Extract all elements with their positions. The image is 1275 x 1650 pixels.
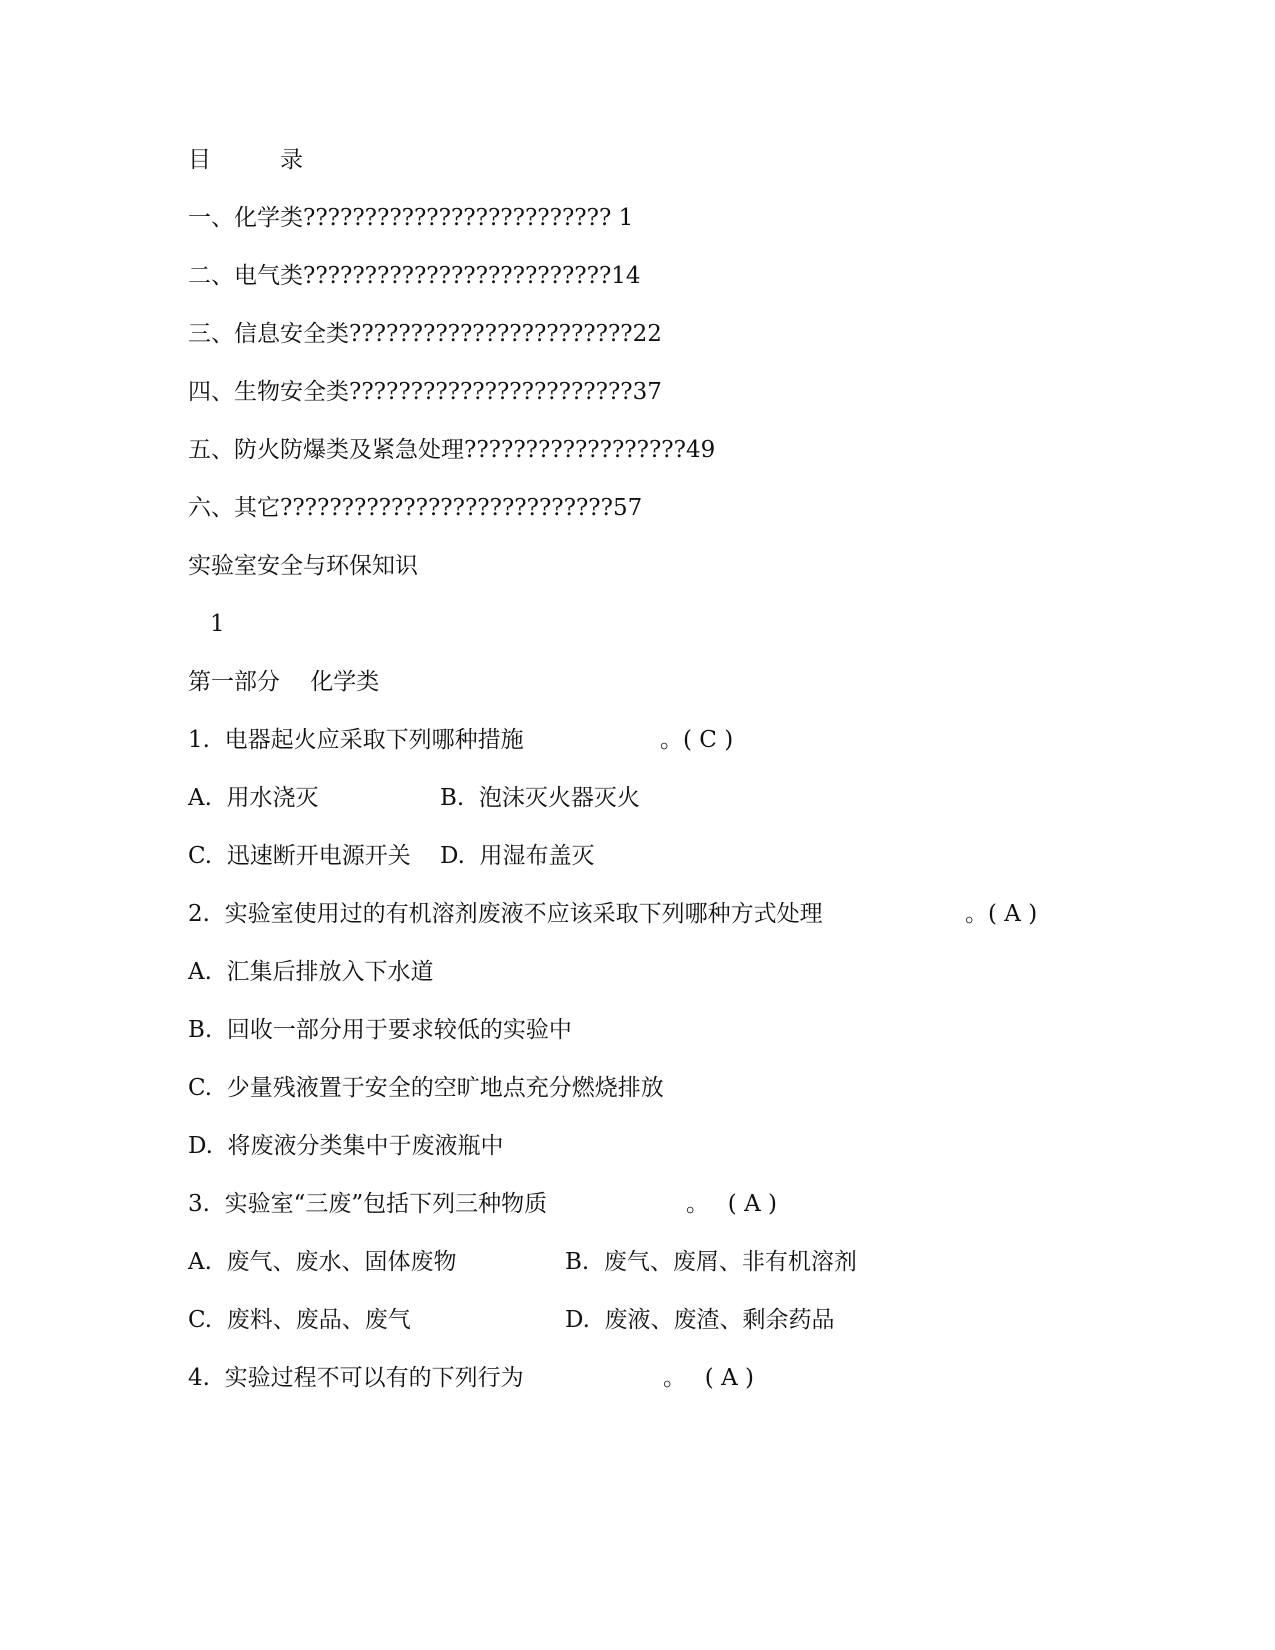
toc-item[interactable]: 六、其它???????????????????????????57 — [188, 495, 643, 521]
option: A. 废气、废水、固体废物 — [188, 1249, 457, 1275]
toc-item[interactable]: 四、生物安全类???????????????????????37 — [188, 379, 662, 405]
option: B. 回收一部分用于要求较低的实验中 — [188, 1017, 572, 1043]
question-answer: 。( C ) — [660, 727, 734, 753]
option: C. 少量残液置于安全的空旷地点充分燃烧排放 — [188, 1075, 664, 1101]
option: B. 废气、废屑、非有机溶剂 — [565, 1249, 857, 1275]
question-answer: 。( A ) — [965, 901, 1038, 927]
toc-heading: 目 录 — [188, 147, 303, 173]
toc-item[interactable]: 五、防火防爆类及紧急处理??????????????????49 — [188, 437, 716, 463]
toc-item[interactable]: 三、信息安全类???????????????????????22 — [188, 321, 662, 347]
option: C. 废料、废品、废气 — [188, 1307, 411, 1333]
option: B. 泡沫灭火器灭火 — [440, 785, 640, 811]
option: A. 用水浇灭 — [188, 785, 319, 811]
part-title: 第一部分 化学类 — [188, 669, 380, 695]
option: A. 汇集后排放入下水道 — [188, 959, 434, 985]
toc-item[interactable]: 二、电气类?????????????????????????14 — [188, 263, 641, 289]
toc-item[interactable]: 一、化学类????????????????????????? 1 — [188, 205, 634, 231]
document-title: 实验室安全与环保知识 — [188, 553, 418, 579]
question-answer: 。 ( A ) — [663, 1365, 754, 1391]
question-stem: 3. 实验室“三废”包括下列三种物质 — [188, 1191, 548, 1217]
option: D. 将废液分类集中于废液瓶中 — [188, 1133, 504, 1159]
option: D. 用湿布盖灭 — [440, 843, 595, 869]
question-stem: 2. 实验室使用过的有机溶剂废液不应该采取下列哪种方式处理 — [188, 901, 823, 927]
question-answer: 。 ( A ) — [686, 1191, 777, 1217]
question-stem: 4. 实验过程不可以有的下列行为 — [188, 1365, 524, 1391]
question-stem: 1. 电器起火应采取下列哪种措施 — [188, 727, 524, 753]
option: D. 废液、废渣、剩余药品 — [565, 1307, 835, 1333]
page-number: 1 — [210, 611, 225, 637]
option: C. 迅速断开电源开关 — [188, 843, 411, 869]
